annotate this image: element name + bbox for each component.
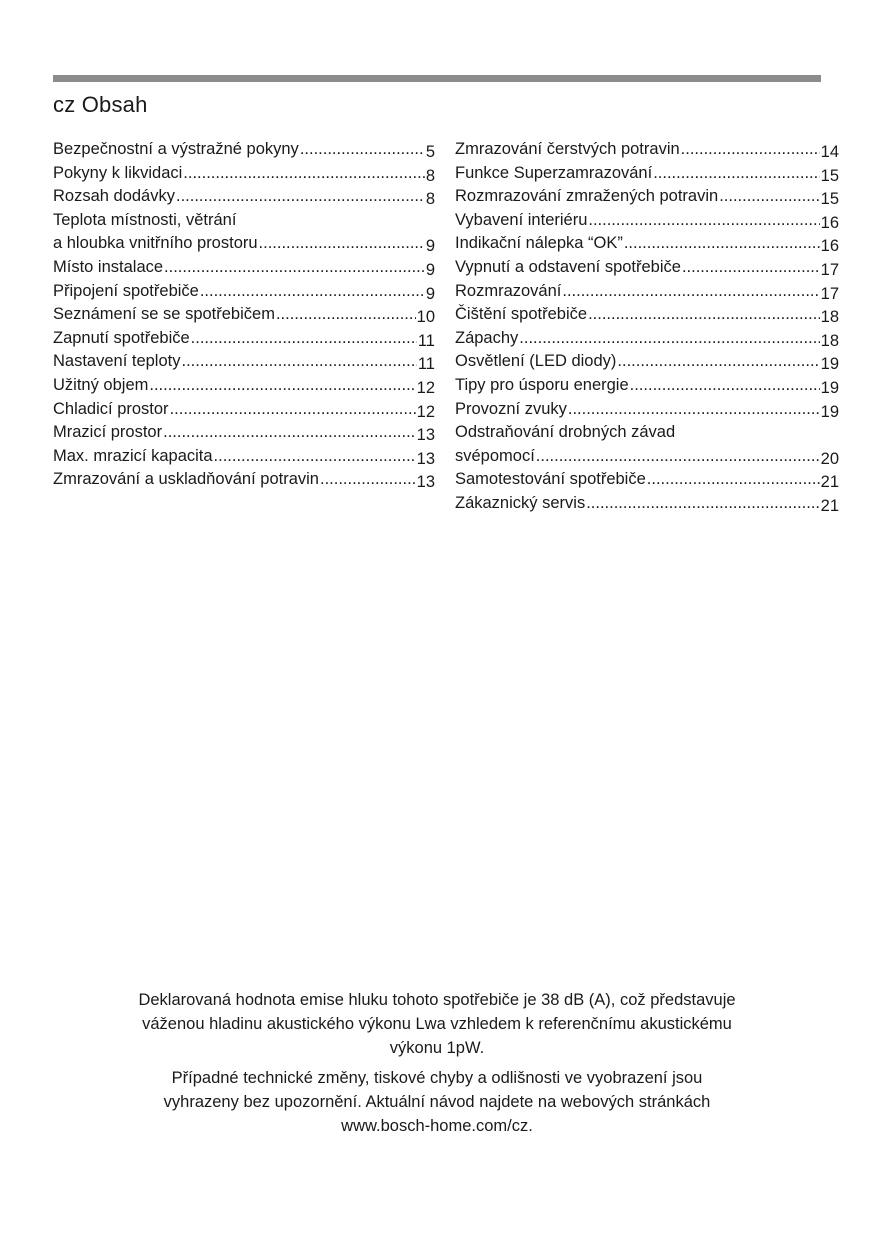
toc-leader (164, 256, 425, 280)
toc-entry[interactable] (455, 256, 839, 280)
toc-entry-page: 14 (820, 143, 839, 161)
toc-entry-title: Max. mrazicí kapacita (53, 446, 213, 465)
toc-entry[interactable] (455, 421, 839, 468)
footer-notes (53, 988, 821, 1144)
toc-leader (719, 185, 819, 209)
toc-leader (562, 280, 819, 304)
toc-entry-page: 20 (820, 449, 839, 468)
toc-entry[interactable] (53, 350, 435, 374)
toc-entry-title: Zapnutí spotřebiče (53, 328, 190, 347)
toc-entry[interactable] (455, 232, 839, 256)
toc-leader (588, 303, 820, 327)
toc-leader (630, 374, 820, 398)
top-divider (53, 75, 821, 82)
disclaimer-line-1: Případné technické změny, tiskové chyby a odlišnosti ve vyobrazení jsou (171, 1069, 703, 1087)
toc-entry[interactable] (53, 162, 435, 186)
toc-entry-page: 5 (425, 143, 435, 161)
toc-entry[interactable] (455, 374, 839, 398)
toc-leader (519, 327, 819, 351)
page-title: cz Obsah (53, 92, 148, 117)
toc-entry[interactable] (53, 209, 435, 256)
toc-entry-title: Čištění spotřebiče (455, 305, 588, 324)
toc-entry-page: 17 (820, 284, 839, 303)
toc-entry[interactable] (455, 162, 839, 186)
toc-leader (682, 256, 820, 280)
toc-entry-title: Vybavení interiéru (455, 210, 588, 229)
toc-entry[interactable] (455, 398, 839, 422)
toc-leader (617, 350, 819, 374)
toc-leader (200, 280, 425, 304)
disclaimer-line-2: vyhrazeny bez upozornění. Aktuální návod najdete na webových stránkách (163, 1093, 711, 1111)
toc-entry-page: 16 (820, 213, 839, 232)
toc-entry[interactable] (53, 374, 435, 398)
toc-entry-page: 15 (820, 190, 839, 209)
toc-entry-title-line2: a hloubka vnitřního prostoru (53, 234, 258, 253)
toc-entry-page: 9 (425, 284, 435, 303)
toc-entry[interactable] (53, 398, 435, 422)
toc-entry-title: Zmrazování čerstvých potravin (455, 140, 680, 158)
toc-entry-page: 18 (820, 331, 839, 350)
toc-leader (588, 209, 819, 233)
toc-leader (163, 421, 416, 445)
toc-entry-title-line2: svépomocí (455, 446, 535, 465)
toc-leader (170, 398, 416, 422)
disclaimer (53, 1066, 821, 1138)
noise-line-1: Deklarovaná hodnota emise hluku tohoto spotřebiče je 38 dB (A), což představuje (138, 991, 736, 1009)
toc-entry-page: 12 (416, 378, 435, 397)
toc-entry-title: Nastavení teploty (53, 352, 181, 371)
toc-leader (276, 303, 416, 327)
toc-entry-title: Rozsah dodávky (53, 187, 175, 206)
toc-entry-title: Funkce Superzamrazování (455, 163, 653, 182)
noise-line-3: výkonu 1pW. (389, 1039, 485, 1057)
toc-entry-page: 18 (820, 308, 839, 327)
toc-leader (624, 232, 820, 256)
toc-entry-page: 9 (425, 260, 435, 279)
toc-entry[interactable] (53, 185, 435, 209)
toc-entry-title: Zmrazování a uskladňování potravin (53, 470, 319, 489)
toc-entry-title: Rozmrazování zmražených potravin (455, 187, 719, 206)
toc-entry-title: Vypnutí a odstavení spotřebiče (455, 257, 681, 276)
toc-leader (586, 492, 819, 516)
toc-entry[interactable] (455, 492, 839, 516)
toc-entry-page: 9 (425, 237, 435, 256)
toc-entry[interactable] (455, 327, 839, 351)
toc-entry-title: Užitný objem (53, 375, 149, 394)
toc-entry[interactable] (455, 138, 839, 162)
toc-entry-page: 21 (820, 496, 839, 515)
toc-entry-page: 10 (416, 308, 435, 327)
toc-entry[interactable] (455, 185, 839, 209)
toc-left-column (53, 138, 435, 492)
toc-entry-page: 13 (416, 449, 435, 468)
toc-leader (259, 232, 425, 256)
toc-entry[interactable] (455, 350, 839, 374)
toc-leader (536, 445, 820, 469)
toc-entry-page: 19 (820, 378, 839, 397)
toc-entry-title: Tipy pro úsporu energie (455, 375, 629, 394)
toc-leader (149, 374, 415, 398)
toc-entry[interactable] (53, 468, 435, 492)
noise-declaration (53, 988, 821, 1060)
toc-entry[interactable] (53, 445, 435, 469)
toc-entry-page: 13 (416, 426, 435, 445)
toc-entry-page: 17 (820, 260, 839, 279)
toc-entry[interactable] (455, 468, 839, 492)
toc-entry[interactable] (53, 327, 435, 351)
toc-entry-title: Rozmrazování (455, 281, 562, 300)
toc-entry-page: 11 (417, 355, 435, 374)
toc-entry-title: Samotestování spotřebiče (455, 470, 646, 489)
toc-entry-title: Zákaznický servis (455, 493, 586, 512)
toc-leader (214, 445, 416, 469)
toc-leader (183, 162, 425, 186)
toc-entry-page: 21 (820, 473, 839, 492)
toc-entry-title: Pokyny k likvidaci (53, 163, 183, 182)
toc-entry-title: Mrazicí prostor (53, 423, 163, 442)
toc-entry-title: Zápachy (455, 328, 519, 347)
toc-entry[interactable] (53, 421, 435, 445)
toc-leader (647, 468, 820, 492)
toc-entry[interactable] (455, 280, 839, 304)
toc-entry-page: 13 (416, 473, 435, 492)
toc-entry-page: 8 (425, 190, 435, 209)
toc-entry[interactable] (53, 256, 435, 280)
toc-entry-title-line1: Teplota místnosti, větrání (53, 210, 237, 229)
toc-entry-title: Osvětlení (LED diody) (455, 352, 617, 371)
toc-entry-page: 12 (416, 402, 435, 421)
toc-entry-page: 19 (820, 402, 839, 421)
toc-leader (568, 398, 820, 422)
toc-entry[interactable] (455, 209, 839, 233)
toc-entry[interactable] (455, 303, 839, 327)
toc-entry-title: Místo instalace (53, 257, 164, 276)
toc-entry-page: 15 (820, 166, 839, 185)
toc-right-column (455, 138, 839, 516)
toc-entry[interactable] (53, 303, 435, 327)
toc-entry-title-line1: Odstraňování drobných závad (455, 423, 676, 442)
toc-leader (191, 327, 417, 351)
toc-entry[interactable] (53, 280, 435, 304)
toc-leader (176, 185, 425, 209)
toc-entry-page: 16 (820, 237, 839, 256)
toc-entry-title: Indikační nálepka “OK” (455, 234, 623, 253)
toc-entry-title: Provozní zvuky (455, 399, 567, 418)
noise-line-2: váženou hladinu akustického výkonu Lwa vzhledem k referenčnímu akustickému (142, 1015, 732, 1033)
toc-leader (182, 350, 417, 374)
disclaimer-line-3[interactable]: www.bosch-home.com/cz. (341, 1117, 533, 1135)
toc-leader (681, 138, 820, 162)
toc-entry-page: 19 (820, 355, 839, 374)
toc-entry-page: 8 (425, 166, 435, 185)
toc-leader (300, 138, 425, 162)
toc-entry-title: Bezpečnostní a výstražné pokyny (53, 140, 299, 158)
toc-leader (320, 468, 416, 492)
toc-entry[interactable] (53, 138, 435, 162)
toc-leader (653, 162, 819, 186)
toc-entry-page: 11 (417, 331, 435, 350)
toc-entry-title: Chladicí prostor (53, 399, 169, 418)
toc-entry-title: Seznámení se se spotřebičem (53, 305, 275, 324)
toc-entry-title: Připojení spotřebiče (53, 281, 199, 300)
